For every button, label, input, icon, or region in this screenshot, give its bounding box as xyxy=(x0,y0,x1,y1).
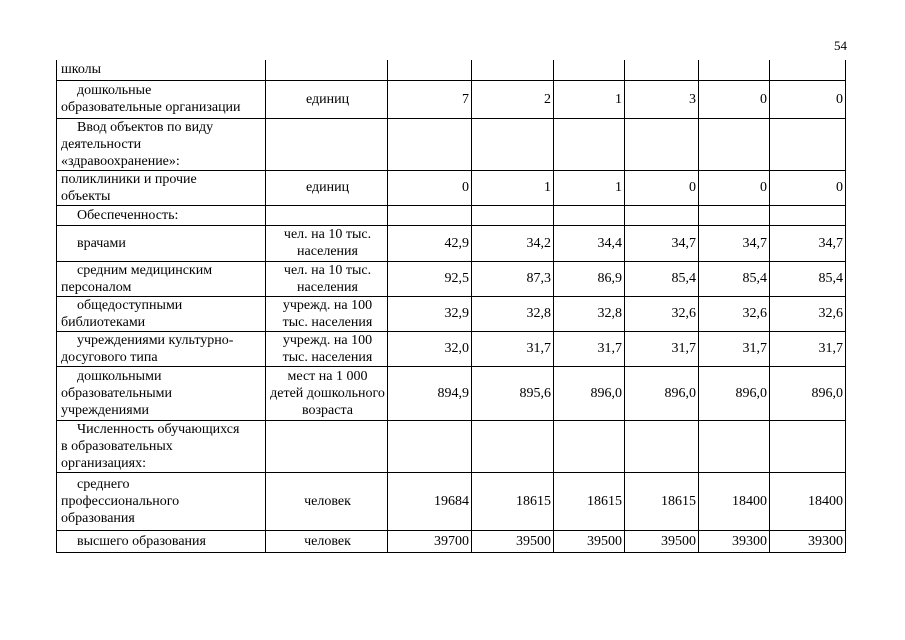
unit-cell: человек xyxy=(266,472,388,530)
value-cell: 0 xyxy=(699,80,770,118)
value-cell: 39300 xyxy=(699,530,770,552)
table-row xyxy=(57,472,846,530)
indicator-label-line: Численность обучающихся xyxy=(77,421,240,437)
value-cell xyxy=(699,60,770,80)
indicator-label-line: учреждениями xyxy=(61,402,150,418)
unit-cell xyxy=(266,118,388,170)
value-cell xyxy=(770,420,846,472)
unit-cell xyxy=(266,60,388,80)
unit-cell: учрежд. на 100 тыс. населения xyxy=(266,296,388,331)
indicator-label-line: средним медицинским xyxy=(77,262,213,278)
indicator-label xyxy=(57,170,266,205)
value-cell: 32,0 xyxy=(388,331,472,366)
indicator-label-line: образовательными xyxy=(61,385,173,401)
unit-cell xyxy=(266,420,388,472)
value-cell xyxy=(625,205,699,225)
indicator-label-line: школы xyxy=(61,62,102,78)
unit-cell: учрежд. на 100 тыс. населения xyxy=(266,331,388,366)
table-row xyxy=(57,366,846,420)
table-row xyxy=(57,60,846,80)
value-cell xyxy=(554,60,625,80)
value-cell: 34,2 xyxy=(472,225,554,261)
unit-cell: человек xyxy=(266,530,388,552)
indicator-label-line: учреждениями культурно- xyxy=(77,332,234,348)
value-cell: 86,9 xyxy=(554,261,625,296)
indicator-label-line: дошкольные xyxy=(77,83,152,98)
value-cell xyxy=(699,118,770,170)
unit-cell xyxy=(266,205,388,225)
value-cell: 34,7 xyxy=(699,225,770,261)
value-cell: 0 xyxy=(770,80,846,118)
value-cell xyxy=(388,420,472,472)
value-cell: 32,6 xyxy=(625,296,699,331)
table-row xyxy=(57,261,846,296)
value-cell: 34,4 xyxy=(554,225,625,261)
value-cell: 19684 xyxy=(388,472,472,530)
value-cell: 85,4 xyxy=(625,261,699,296)
value-cell xyxy=(388,118,472,170)
value-cell: 31,7 xyxy=(554,331,625,366)
table-row xyxy=(57,296,846,331)
value-cell: 39700 xyxy=(388,530,472,552)
value-cell: 1 xyxy=(554,80,625,118)
value-cell: 0 xyxy=(388,170,472,205)
unit-cell: чел. на 10 тыс. населения xyxy=(266,225,388,261)
indicator-label xyxy=(57,472,266,530)
value-cell xyxy=(472,205,554,225)
value-cell xyxy=(472,60,554,80)
value-cell: 31,7 xyxy=(625,331,699,366)
value-cell: 896,0 xyxy=(554,366,625,420)
value-cell xyxy=(699,205,770,225)
value-cell: 42,9 xyxy=(388,225,472,261)
indicator-label xyxy=(57,366,266,420)
indicator-label xyxy=(57,205,266,225)
value-cell: 3 xyxy=(625,80,699,118)
indicator-label-line: библиотеками xyxy=(61,314,146,330)
unit-cell: единиц xyxy=(266,170,388,205)
indicator-label xyxy=(57,331,266,366)
table-body xyxy=(57,60,846,552)
indicator-label-line: образовательные организации xyxy=(61,100,241,115)
indicator-label-line: организациях: xyxy=(61,455,146,471)
indicator-label-line: Обеспеченность: xyxy=(77,207,179,223)
indicator-label-line: врачами xyxy=(77,235,126,251)
indicator-label-line: персоналом xyxy=(61,279,132,295)
value-cell xyxy=(388,60,472,80)
table-row xyxy=(57,80,846,118)
indicator-label-line: общедоступными xyxy=(77,297,183,313)
indicator-label-line: среднего xyxy=(77,476,130,492)
value-cell: 18615 xyxy=(625,472,699,530)
value-cell xyxy=(625,118,699,170)
value-cell: 1 xyxy=(472,170,554,205)
table-row xyxy=(57,225,846,261)
value-cell: 31,7 xyxy=(770,331,846,366)
table-row xyxy=(57,420,846,472)
value-cell: 0 xyxy=(770,170,846,205)
value-cell: 7 xyxy=(388,80,472,118)
indicator-label xyxy=(57,420,266,472)
value-cell: 39500 xyxy=(472,530,554,552)
value-cell: 1 xyxy=(554,170,625,205)
value-cell: 896,0 xyxy=(699,366,770,420)
indicator-label xyxy=(57,530,266,552)
value-cell: 18615 xyxy=(472,472,554,530)
indicator-label-line: дошкольными xyxy=(77,368,162,384)
indicator-label-line: образования xyxy=(61,510,135,526)
value-cell: 896,0 xyxy=(770,366,846,420)
value-cell: 894,9 xyxy=(388,366,472,420)
value-cell xyxy=(770,205,846,225)
value-cell: 31,7 xyxy=(472,331,554,366)
value-cell: 39500 xyxy=(625,530,699,552)
unit-cell: чел. на 10 тыс. населения xyxy=(266,261,388,296)
value-cell xyxy=(472,118,554,170)
table-row xyxy=(57,530,846,552)
unit-cell: единиц xyxy=(266,80,388,118)
value-cell: 34,7 xyxy=(625,225,699,261)
value-cell: 85,4 xyxy=(699,261,770,296)
value-cell: 18400 xyxy=(770,472,846,530)
table-row xyxy=(57,331,846,366)
indicator-label xyxy=(57,60,266,80)
value-cell: 39300 xyxy=(770,530,846,552)
value-cell: 0 xyxy=(625,170,699,205)
indicators-table xyxy=(56,60,846,553)
indicator-label xyxy=(57,261,266,296)
value-cell: 896,0 xyxy=(625,366,699,420)
value-cell xyxy=(388,205,472,225)
value-cell xyxy=(472,420,554,472)
value-cell xyxy=(699,420,770,472)
value-cell xyxy=(625,60,699,80)
value-cell: 87,3 xyxy=(472,261,554,296)
indicator-label-line: Ввод объектов по виду xyxy=(77,119,214,135)
indicator-label xyxy=(57,80,266,118)
value-cell: 18400 xyxy=(699,472,770,530)
indicator-label xyxy=(57,296,266,331)
indicator-label-line: деятельности xyxy=(61,136,142,152)
table-row xyxy=(57,118,846,170)
value-cell xyxy=(625,420,699,472)
indicator-label-line: объекты xyxy=(61,188,111,204)
indicator-label-line: высшего образования xyxy=(77,533,206,549)
table-row xyxy=(57,170,846,205)
value-cell: 2 xyxy=(472,80,554,118)
indicator-label-line: «здравоохранение»: xyxy=(61,153,180,169)
indicator-label xyxy=(57,118,266,170)
value-cell: 39500 xyxy=(554,530,625,552)
value-cell: 85,4 xyxy=(770,261,846,296)
value-cell xyxy=(554,205,625,225)
value-cell xyxy=(770,60,846,80)
value-cell xyxy=(554,118,625,170)
value-cell: 34,7 xyxy=(770,225,846,261)
value-cell: 32,6 xyxy=(699,296,770,331)
value-cell xyxy=(770,118,846,170)
indicator-label xyxy=(57,225,266,261)
indicator-label-line: профессионального xyxy=(61,493,180,509)
value-cell: 32,9 xyxy=(388,296,472,331)
value-cell: 0 xyxy=(699,170,770,205)
value-cell xyxy=(554,420,625,472)
indicator-label-line: досугового типа xyxy=(61,349,158,365)
value-cell: 32,6 xyxy=(770,296,846,331)
indicator-label-line: поликлиники и прочие xyxy=(61,171,197,187)
value-cell: 895,6 xyxy=(472,366,554,420)
page-number: 54 xyxy=(834,38,847,53)
value-cell: 92,5 xyxy=(388,261,472,296)
value-cell: 32,8 xyxy=(554,296,625,331)
unit-cell: мест на 1 000 детей дошкольного возраста xyxy=(266,366,388,420)
indicator-label-line: в образовательных xyxy=(61,438,173,454)
table-row xyxy=(57,205,846,225)
value-cell: 18615 xyxy=(554,472,625,530)
value-cell: 32,8 xyxy=(472,296,554,331)
value-cell: 31,7 xyxy=(699,331,770,366)
